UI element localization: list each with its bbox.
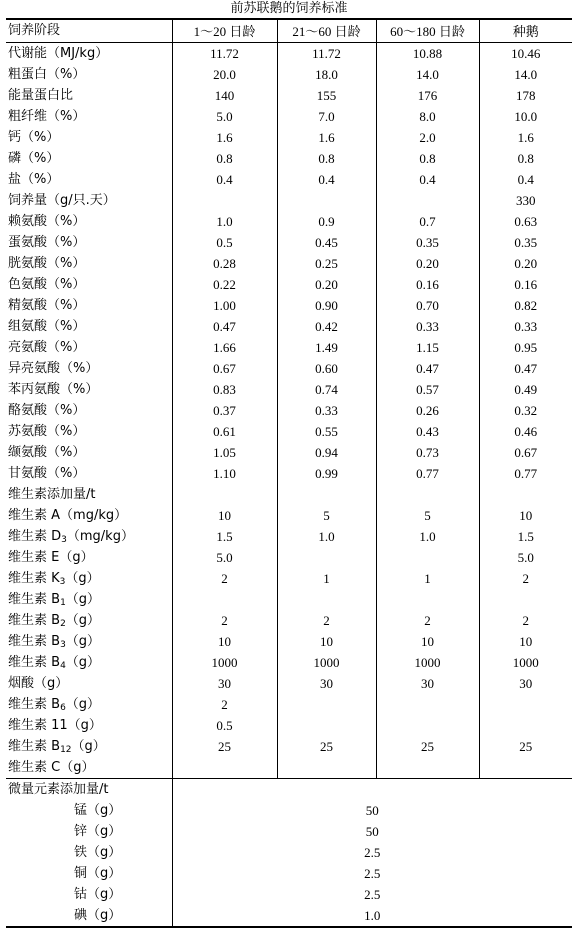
row-label: 维生素添加量/t	[8, 486, 96, 502]
value-cell: 30	[277, 673, 376, 694]
value-cell	[376, 757, 479, 779]
trace-header-row	[6, 779, 572, 801]
value-cell: 10	[479, 631, 572, 652]
row-label	[6, 568, 172, 589]
value-cell: 1.5	[479, 526, 572, 547]
row-label-subscript: 6	[60, 702, 66, 713]
feeding-standard-table	[6, 18, 572, 928]
value-cell: 2	[479, 568, 572, 589]
value-cell	[172, 484, 277, 505]
table-row	[6, 211, 572, 232]
row-label	[6, 694, 172, 715]
table-row	[6, 337, 572, 358]
value-cell: 0.99	[277, 463, 376, 484]
header-row	[6, 19, 572, 43]
row-label: 维生素 11（g）	[8, 717, 102, 733]
row-label-unit: （mg/kg）	[66, 528, 134, 544]
value-cell: 0.46	[479, 421, 572, 442]
value-cell: 0.70	[376, 295, 479, 316]
value-cell: 0.25	[277, 253, 376, 274]
value-cell: 10	[172, 631, 277, 652]
value-cell: 30	[376, 673, 479, 694]
header-cell-1-20-days: 1～20 日龄	[172, 19, 277, 43]
value-cell: 2	[172, 694, 277, 715]
trace-element-row	[6, 842, 572, 863]
row-label-subscript: 2	[60, 618, 66, 629]
value-cell: 0.73	[376, 442, 479, 463]
value-cell	[277, 190, 376, 211]
value-cell	[376, 484, 479, 505]
row-label-unit: （g）	[65, 591, 101, 607]
value-cell: 0.74	[277, 379, 376, 400]
row-label: 粗蛋白（%）	[8, 66, 86, 82]
value-cell: 8.0	[376, 106, 479, 127]
table-row	[6, 106, 572, 127]
row-label: 苯丙氨酸（%）	[8, 381, 99, 397]
trace-header-label: 微量元素添加量/t	[6, 779, 172, 801]
value-cell: 14.0	[376, 64, 479, 85]
row-label: 维生素 E（g）	[8, 549, 94, 565]
value-cell: 25	[479, 736, 572, 757]
table-row	[6, 652, 572, 673]
trace-element-value: 50	[172, 800, 572, 821]
value-cell: 0.4	[277, 169, 376, 190]
row-label: 维生素 C（g）	[8, 759, 95, 775]
header-cell-21-60-days: 21～60 日龄	[277, 19, 376, 43]
table-row	[6, 253, 572, 274]
row-label: 酪氨酸（%）	[8, 402, 86, 418]
header-cell-60-180-days: 60～180 日龄	[376, 19, 479, 43]
value-cell: 0.4	[376, 169, 479, 190]
value-cell: 0.45	[277, 232, 376, 253]
row-label-text: 维生素 B	[8, 654, 61, 670]
table-row	[6, 400, 572, 421]
table-row	[6, 505, 572, 526]
value-cell: 5.0	[172, 547, 277, 568]
table-row	[6, 232, 572, 253]
value-cell: 2	[277, 610, 376, 631]
row-label-text: 维生素 D	[8, 528, 62, 544]
table-row	[6, 274, 572, 295]
value-cell: 25	[277, 736, 376, 757]
row-label: 维生素 A（mg/kg）	[8, 507, 128, 523]
value-cell: 0.16	[376, 274, 479, 295]
row-label: 代谢能（MJ/kg）	[8, 45, 109, 61]
table-row	[6, 694, 572, 715]
value-cell: 30	[172, 673, 277, 694]
value-cell	[277, 589, 376, 610]
value-cell: 0.33	[376, 316, 479, 337]
trace-element-value: 2.5	[172, 863, 572, 884]
table-row	[6, 85, 572, 106]
value-cell	[376, 694, 479, 715]
row-label: 胱氨酸（%）	[8, 255, 86, 271]
value-cell: 5.0	[172, 106, 277, 127]
row-label-text: 维生素 B	[8, 696, 61, 712]
table-row	[6, 421, 572, 442]
value-cell: 30	[479, 673, 572, 694]
value-cell: 0.42	[277, 316, 376, 337]
value-cell: 0.26	[376, 400, 479, 421]
table-row	[6, 484, 572, 505]
value-cell	[479, 694, 572, 715]
value-cell: 2	[376, 610, 479, 631]
value-cell	[277, 484, 376, 505]
row-label: 饲养量（g/只.天）	[8, 192, 116, 208]
trace-element-label: 锰（g）	[74, 802, 122, 818]
value-cell: 0.77	[376, 463, 479, 484]
value-cell: 0.94	[277, 442, 376, 463]
value-cell	[172, 589, 277, 610]
table-row	[6, 190, 572, 211]
value-cell: 0.61	[172, 421, 277, 442]
value-cell: 1.0	[376, 526, 479, 547]
row-label: 色氨酸（%）	[8, 276, 86, 292]
value-cell: 1.05	[172, 442, 277, 463]
value-cell: 1.00	[172, 295, 277, 316]
value-cell: 10	[172, 505, 277, 526]
row-label-subscript: 3	[60, 639, 66, 650]
trace-element-row	[6, 800, 572, 821]
value-cell: 0.47	[479, 358, 572, 379]
value-cell	[376, 589, 479, 610]
table-row	[6, 169, 572, 190]
value-cell: 0.35	[376, 232, 479, 253]
value-cell: 0.47	[376, 358, 479, 379]
trace-element-value: 50	[172, 821, 572, 842]
value-cell: 0.8	[376, 148, 479, 169]
value-cell: 0.33	[277, 400, 376, 421]
value-cell	[172, 190, 277, 211]
value-cell: 14.0	[479, 64, 572, 85]
value-cell	[479, 757, 572, 779]
value-cell: 1.10	[172, 463, 277, 484]
value-cell	[479, 589, 572, 610]
value-cell: 0.22	[172, 274, 277, 295]
value-cell: 0.49	[479, 379, 572, 400]
value-cell	[277, 757, 376, 779]
value-cell: 0.63	[479, 211, 572, 232]
row-label-text: 维生素 B	[8, 738, 61, 754]
value-cell: 1.49	[277, 337, 376, 358]
table-row	[6, 379, 572, 400]
value-cell: 10	[479, 505, 572, 526]
trace-element-label: 碘（g）	[6, 905, 172, 927]
value-cell: 25	[172, 736, 277, 757]
row-label: 缬氨酸（%）	[8, 444, 86, 460]
value-cell: 11.72	[277, 43, 376, 65]
value-cell: 176	[376, 85, 479, 106]
value-cell: 178	[479, 85, 572, 106]
value-cell: 5	[376, 505, 479, 526]
value-cell: 0.35	[479, 232, 572, 253]
trace-element-label: 钴（g）	[74, 886, 122, 902]
value-cell: 11.72	[172, 43, 277, 65]
table-row	[6, 295, 572, 316]
value-cell: 0.43	[376, 421, 479, 442]
value-cell: 2	[172, 568, 277, 589]
value-cell	[376, 190, 479, 211]
table-body	[6, 19, 572, 927]
trace-element-label: 铜（g）	[74, 865, 122, 881]
value-cell: 0.20	[376, 253, 479, 274]
table-row	[6, 127, 572, 148]
value-cell: 18.0	[277, 64, 376, 85]
row-label-unit: （g）	[71, 738, 106, 754]
value-cell: 10.88	[376, 43, 479, 65]
value-cell: 10	[277, 631, 376, 652]
value-cell: 0.32	[479, 400, 572, 421]
value-cell	[277, 694, 376, 715]
table-row	[6, 316, 572, 337]
value-cell	[376, 715, 479, 736]
row-label-text: 维生素 B	[8, 591, 61, 607]
table-row	[6, 547, 572, 568]
value-cell: 1000	[172, 652, 277, 673]
value-cell: 1.66	[172, 337, 277, 358]
row-label-subscript: 3	[61, 534, 67, 545]
value-cell: 0.8	[479, 148, 572, 169]
row-label	[6, 652, 172, 673]
value-cell: 0.67	[172, 358, 277, 379]
trace-element-row	[6, 863, 572, 884]
trace-element-row	[6, 905, 572, 927]
table-row	[6, 736, 572, 757]
row-label: 蛋氨酸（%）	[8, 234, 86, 250]
value-cell	[277, 547, 376, 568]
value-cell: 20.0	[172, 64, 277, 85]
value-cell: 1.0	[172, 211, 277, 232]
row-label	[6, 589, 172, 610]
value-cell: 0.37	[172, 400, 277, 421]
value-cell: 155	[277, 85, 376, 106]
header-cell-breeding-goose: 种鹅	[479, 19, 572, 43]
row-label: 磷（%）	[8, 150, 60, 166]
value-cell: 0.90	[277, 295, 376, 316]
table-row	[6, 358, 572, 379]
table-row	[6, 568, 572, 589]
table-row	[6, 673, 572, 694]
value-cell: 10	[376, 631, 479, 652]
value-cell: 2	[479, 610, 572, 631]
row-label-unit: （g）	[65, 612, 101, 628]
value-cell	[479, 484, 572, 505]
row-label	[6, 736, 172, 757]
row-label-subscript: 3	[59, 576, 66, 587]
value-cell: 0.67	[479, 442, 572, 463]
value-cell: 1000	[277, 652, 376, 673]
value-cell: 25	[376, 736, 479, 757]
table-row	[6, 64, 572, 85]
value-cell: 0.20	[277, 274, 376, 295]
row-label-subscript: 1	[60, 597, 66, 608]
table-row	[6, 610, 572, 631]
value-cell: 0.4	[479, 169, 572, 190]
row-label: 苏氨酸（%）	[8, 423, 86, 439]
value-cell: 7.0	[277, 106, 376, 127]
row-label: 甘氨酸（%）	[8, 465, 86, 481]
value-cell: 0.82	[479, 295, 572, 316]
trace-element-row	[6, 884, 572, 905]
row-label: 能量蛋白比	[8, 87, 74, 103]
row-label-unit: （g）	[65, 654, 101, 670]
row-label-unit: （g）	[65, 696, 101, 712]
value-cell: 1000	[479, 652, 572, 673]
table-row	[6, 631, 572, 652]
row-label: 赖氨酸（%）	[8, 213, 86, 229]
value-cell: 10.0	[479, 106, 572, 127]
table-row	[6, 715, 572, 736]
value-cell: 1.6	[277, 127, 376, 148]
value-cell: 1.0	[277, 526, 376, 547]
value-cell: 0.55	[277, 421, 376, 442]
value-cell: 330	[479, 190, 572, 211]
table-row	[6, 757, 572, 779]
value-cell: 0.4	[172, 169, 277, 190]
value-cell: 0.5	[172, 232, 277, 253]
trace-element-value: 1.0	[172, 905, 572, 927]
value-cell: 0.7	[376, 211, 479, 232]
header-cell-stage: 饲养阶段	[6, 19, 172, 43]
trace-element-value: 2.5	[172, 884, 572, 905]
value-cell: 140	[172, 85, 277, 106]
row-label-text: 维生素 B	[8, 633, 61, 649]
value-cell: 0.33	[479, 316, 572, 337]
value-cell	[172, 757, 277, 779]
value-cell: 5.0	[479, 547, 572, 568]
value-cell: 0.8	[277, 148, 376, 169]
value-cell: 2.0	[376, 127, 479, 148]
table-row	[6, 43, 572, 65]
value-cell: 0.5	[172, 715, 277, 736]
trace-element-row	[6, 821, 572, 842]
trace-element-label: 锌（g）	[74, 823, 122, 839]
value-cell: 5	[277, 505, 376, 526]
value-cell: 0.47	[172, 316, 277, 337]
value-cell: 0.95	[479, 337, 572, 358]
row-label: 烟酸（g）	[8, 675, 69, 691]
row-label-text: 维生素 K	[8, 570, 60, 586]
table-row	[6, 526, 572, 547]
row-label-subscript: 12	[60, 744, 72, 755]
row-label: 盐（%）	[8, 171, 60, 187]
row-label-text: 维生素 B	[8, 612, 61, 628]
table-row	[6, 463, 572, 484]
row-label: 精氨酸（%）	[8, 297, 86, 313]
value-cell: 10.46	[479, 43, 572, 65]
value-cell: 0.28	[172, 253, 277, 274]
row-label	[6, 610, 172, 631]
trace-header-spacer	[172, 779, 572, 801]
value-cell	[277, 715, 376, 736]
table-row	[6, 148, 572, 169]
value-cell: 0.16	[479, 274, 572, 295]
value-cell: 0.77	[479, 463, 572, 484]
value-cell: 2	[172, 610, 277, 631]
value-cell: 1	[376, 568, 479, 589]
table-row	[6, 442, 572, 463]
value-cell: 1.15	[376, 337, 479, 358]
row-label-subscript: 4	[60, 660, 66, 671]
row-label	[6, 526, 172, 547]
row-label: 粗纤维（%）	[8, 108, 86, 124]
value-cell: 0.9	[277, 211, 376, 232]
row-label	[6, 631, 172, 652]
trace-element-label: 铁（g）	[74, 844, 122, 860]
table-row	[6, 589, 572, 610]
value-cell: 1000	[376, 652, 479, 673]
trace-element-value: 2.5	[172, 842, 572, 863]
value-cell: 1.5	[172, 526, 277, 547]
value-cell	[479, 715, 572, 736]
value-cell: 0.8	[172, 148, 277, 169]
value-cell: 1.6	[172, 127, 277, 148]
value-cell	[376, 547, 479, 568]
table-title: 前苏联鹅的饲养标准	[230, 1, 348, 16]
row-label-unit: （g）	[65, 633, 101, 649]
row-label-unit: （g）	[65, 570, 100, 586]
row-label: 亮氨酸（%）	[8, 339, 86, 355]
row-label: 钙（%）	[8, 129, 60, 145]
value-cell: 1	[277, 568, 376, 589]
row-label: 组氨酸（%）	[8, 318, 86, 334]
row-label: 异亮氨酸（%）	[8, 360, 99, 376]
value-cell: 0.20	[479, 253, 572, 274]
value-cell: 0.57	[376, 379, 479, 400]
value-cell: 1.6	[479, 127, 572, 148]
value-cell: 0.60	[277, 358, 376, 379]
value-cell: 0.83	[172, 379, 277, 400]
